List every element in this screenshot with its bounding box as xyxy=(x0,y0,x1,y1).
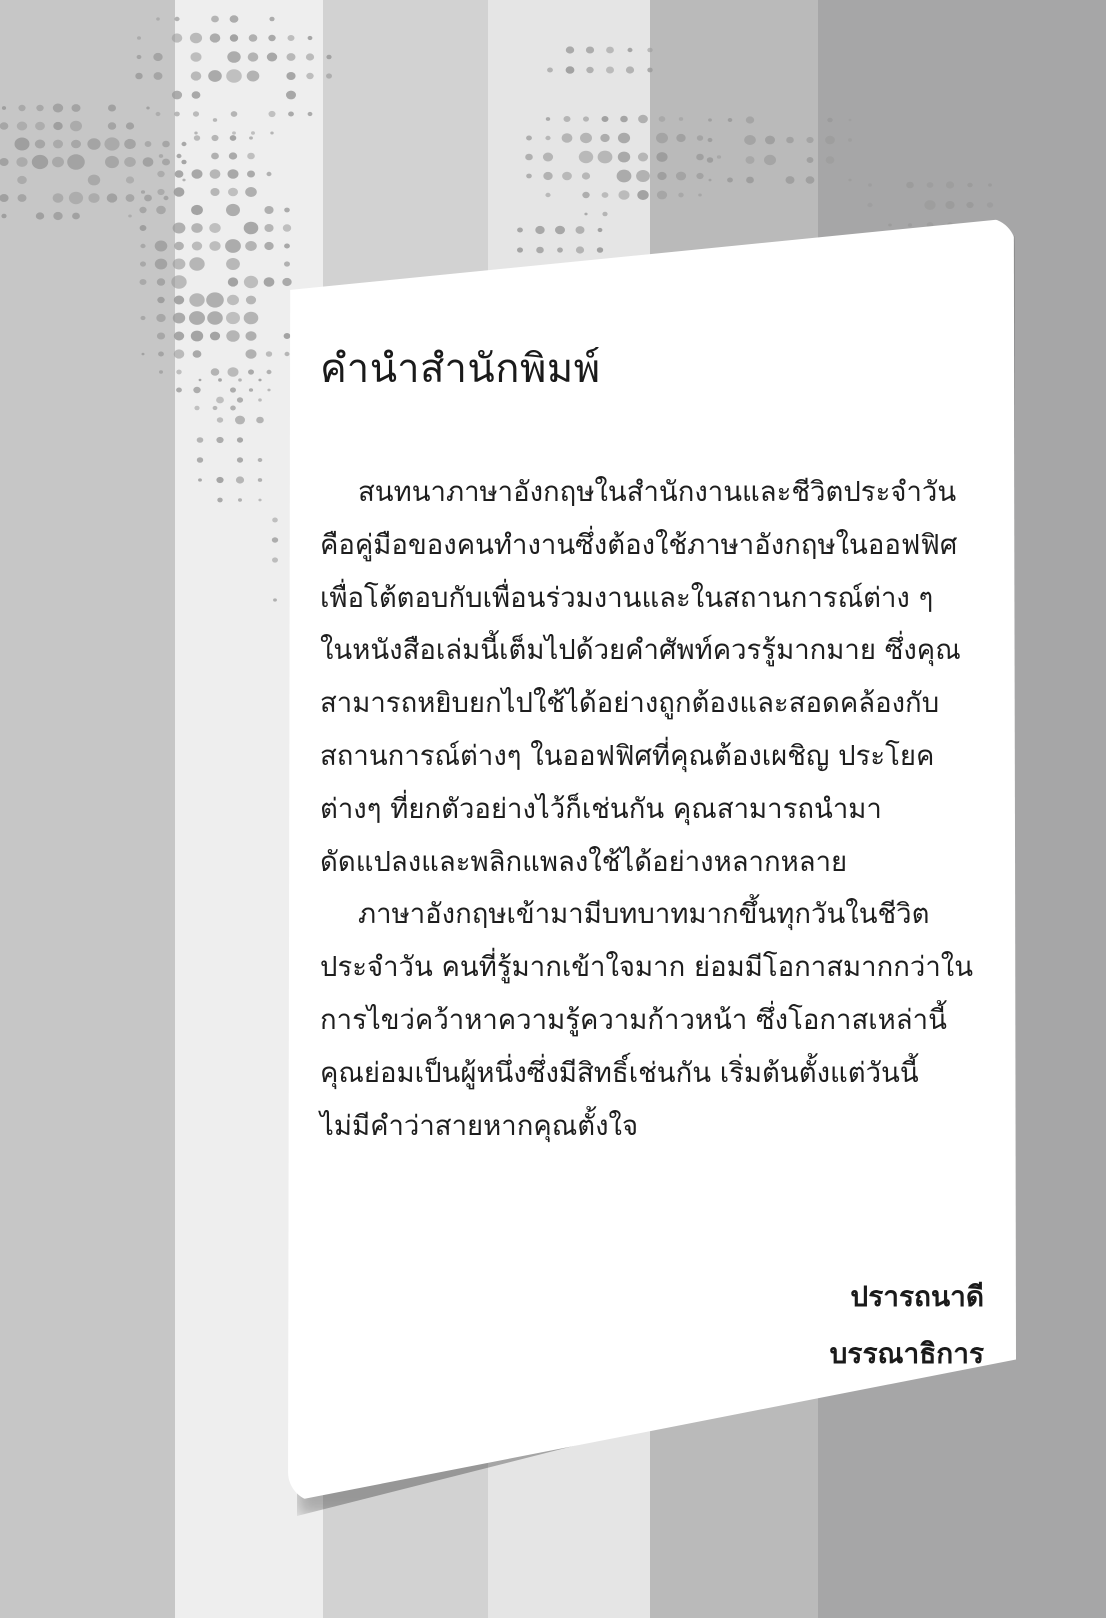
text-line: สามารถหยิบยกไปใช้ได้อย่างถูกต้องและสอดคล้องกับ xyxy=(320,687,940,720)
stripe xyxy=(0,0,175,1618)
text-line: ในหนังสือเล่มนี้เต็มไปด้วยคำศัพท์ควรรู้มากมาย ซึ่งคุณ xyxy=(320,634,961,667)
signature-closing: ปรารถนาดี xyxy=(850,1280,984,1313)
text-line: ต่างๆ ที่ยกตัวอย่างไว้ก็เช่นกัน คุณสามารถนำมา xyxy=(320,792,882,825)
preface-paragraph xyxy=(320,466,986,888)
preface-paragraph xyxy=(320,888,986,1152)
text-line: สนทนาภาษาอังกฤษในสำนักงานและชีวิตประจำวัน xyxy=(358,476,957,508)
text-line: สถานการณ์ต่างๆ ในออฟฟิศที่คุณต้องเผชิญ ประโยค xyxy=(320,739,935,772)
text-line: คือคู่มือของคนทำงานซึ่งต้องใช้ภาษาอังกฤษในออฟฟิศ xyxy=(320,528,958,561)
signature-signer: บรรณาธิการ xyxy=(829,1337,984,1370)
text-line: ดัดแปลงและพลิกแพลงใช้ได้อย่างหลากหลาย xyxy=(320,845,848,878)
signature-block xyxy=(830,1268,984,1382)
preface-body xyxy=(320,466,986,1152)
text-line: คุณย่อมเป็นผู้หนึ่งซึ่งมีสิทธิ์เช่นกัน เริ่มต้นตั้งแต่วันนี้ xyxy=(320,1056,919,1089)
text-line: ประจำวัน คนที่รู้มากเข้าใจมาก ย่อมมีโอกาสมากกว่าใน xyxy=(320,951,974,984)
text-line: ไม่มีคำว่าสายหากคุณตั้งใจ xyxy=(320,1109,639,1142)
text-line: เพื่อโต้ตอบกับเพื่อนร่วมงานและในสถานการณ์ต่าง ๆ xyxy=(320,581,934,614)
preface-title: คำนำสำนักพิมพ์ xyxy=(320,346,601,392)
text-line: ภาษาอังกฤษเข้ามามีบทบาทมากขึ้นทุกวันในชีวิต xyxy=(358,898,930,931)
text-line: การไขว่คว้าหาความรู้ความก้าวหน้า ซึ่งโอกาสเหล่านี้ xyxy=(320,1003,947,1036)
